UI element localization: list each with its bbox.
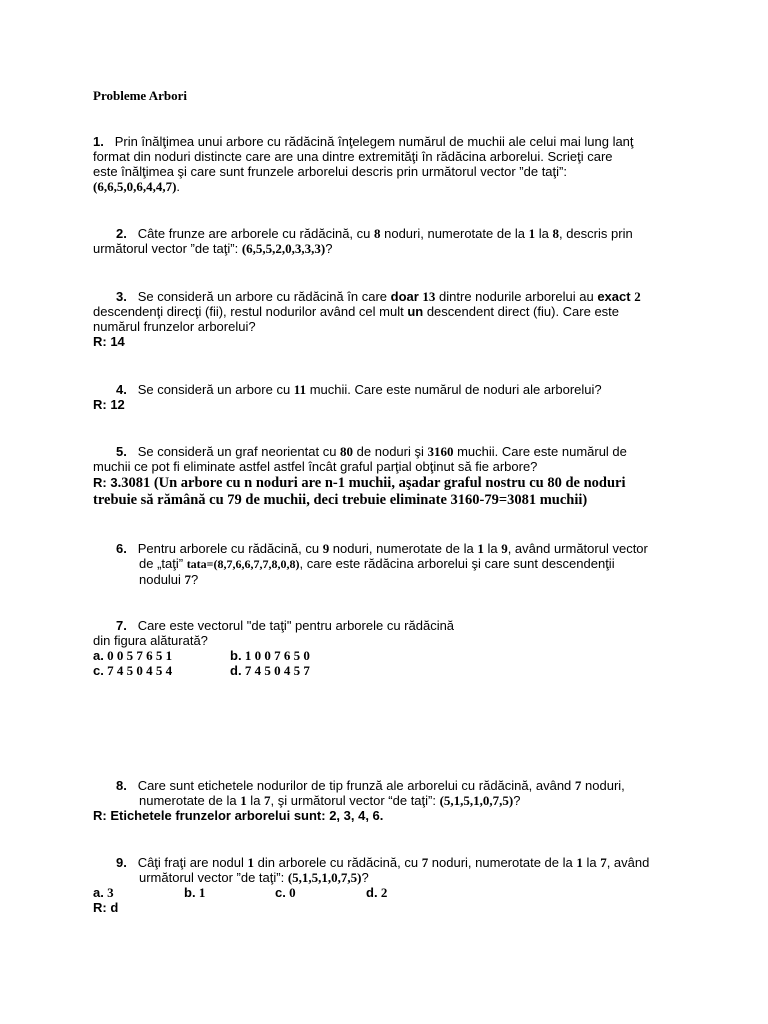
problem-7 xyxy=(93,618,454,678)
problem-text: la xyxy=(246,793,265,808)
number: 8 xyxy=(374,226,381,241)
number: 80 xyxy=(340,444,354,459)
problem-text: următorul vector ”de taţi”: xyxy=(139,870,288,885)
problem-4 xyxy=(93,382,602,412)
problem-text: dintre nodurile arborelui au xyxy=(435,289,598,304)
problem-number: 9. xyxy=(116,855,127,870)
punctuation: ? xyxy=(325,241,333,256)
problem-number: 1. xyxy=(93,134,104,149)
option-a-label: a. xyxy=(93,885,104,900)
number: 8 xyxy=(552,226,559,241)
problem-2 xyxy=(93,226,633,256)
problem-text: următorul vector ”de taţi”: xyxy=(93,241,242,256)
number: 3160 xyxy=(427,444,454,459)
problem-text: muchii ce pot fi eliminate astfel astfel încât graful parţial obţinut să fie arbore? xyxy=(93,459,538,474)
problem-number: 7. xyxy=(116,618,127,633)
option-b-value: 1 xyxy=(195,885,206,900)
number: 7 xyxy=(421,855,429,870)
problem-text: muchii. Care este numărul de xyxy=(453,444,627,459)
punctuation: . xyxy=(176,179,181,194)
answer-prefix: R: 3 xyxy=(93,475,118,490)
problem-5 xyxy=(93,444,627,509)
problem-3 xyxy=(93,289,641,349)
problem-text: de noduri şi xyxy=(353,444,428,459)
parent-vector: tata=(8,7,6,6,7,7,8,0,8) xyxy=(186,557,300,571)
problem-text: numărul frunzelor arborelui? xyxy=(93,319,256,334)
problem-text: , descris prin xyxy=(559,226,633,241)
problem-number: 4. xyxy=(116,382,127,397)
problem-8 xyxy=(93,778,625,823)
option-d-label: d. xyxy=(230,663,242,678)
problem-number: 8. xyxy=(116,778,127,793)
option-b-value: 1 0 0 7 6 5 0 xyxy=(241,648,310,663)
problem-number: 3. xyxy=(116,289,127,304)
page-title: Probleme Arbori xyxy=(93,88,187,103)
number: 1 xyxy=(528,226,536,241)
problem-text: , şi următorul vector “de taţi”: xyxy=(270,793,440,808)
problem-text: din figura alăturată? xyxy=(93,633,208,648)
parent-vector: (5,1,5,1,0,7,5) xyxy=(439,793,514,808)
number: 1 xyxy=(477,541,484,556)
number: 9 xyxy=(322,541,330,556)
problem-text: la xyxy=(483,541,502,556)
option-d-label: d. xyxy=(366,885,378,900)
problem-text: descendent direct (fiu). Care este xyxy=(423,304,620,319)
option-a-value: 3 xyxy=(103,885,114,900)
problem-text: , având următorul vector xyxy=(507,541,648,556)
answer: R: Etichetele frunzelor arborelui sunt: 2, 3, 4, 6. xyxy=(93,808,384,823)
number: 2 xyxy=(634,289,641,304)
problem-number: 6. xyxy=(116,541,127,556)
answer xyxy=(93,474,627,492)
problem-text: Se consideră un graf neorientat cu xyxy=(137,444,341,459)
number: 7 xyxy=(600,855,607,870)
number: 11 xyxy=(293,382,307,397)
number: 7 xyxy=(184,572,192,587)
number: 7 xyxy=(264,793,271,808)
problem-text: , având xyxy=(606,855,650,870)
option-b-label: b. xyxy=(230,648,242,663)
problem-text: la xyxy=(535,226,553,241)
emphasis: exact xyxy=(597,289,631,304)
problem-text: noduri, xyxy=(581,778,625,793)
problem-text: Câţi fraţi are nodul xyxy=(137,855,248,870)
problem-text: numerotate de la xyxy=(139,793,241,808)
number: 1 xyxy=(240,793,247,808)
option-d-value: 7 4 5 0 4 5 7 xyxy=(241,663,310,678)
problem-text: de „taţi” xyxy=(139,556,187,571)
answer-text: trebuie să rămână cu 79 de muchii, deci trebuie eliminate 3160-79=3081 muchii) xyxy=(93,492,588,508)
answer-text: .3081 (Un arbore cu n noduri are n-1 muchii, aşadar graful nostru cu 80 de noduri xyxy=(117,475,626,491)
punctuation: ? xyxy=(361,870,369,885)
answer: R: 12 xyxy=(93,397,125,412)
option-b-label: b. xyxy=(184,885,196,900)
parent-vector: (5,1,5,1,0,7,5) xyxy=(287,870,362,885)
problem-number: 5. xyxy=(116,444,127,459)
problem-text: Care sunt etichetele nodurilor de tip frunză ale arborelui cu rădăcină, având xyxy=(137,778,575,793)
punctuation: ? xyxy=(191,572,199,587)
problem-text: , care este rădăcina arborelui şi care sunt descendenţii xyxy=(299,556,615,571)
problem-1 xyxy=(93,134,634,194)
option-c-value: 7 4 5 0 4 5 4 xyxy=(103,663,173,678)
punctuation: ? xyxy=(513,793,521,808)
number: 1 xyxy=(576,855,583,870)
problem-text: Care este vectorul "de taţi" pentru arborele cu rădăcină xyxy=(137,618,455,633)
problem-6 xyxy=(93,541,648,587)
parent-vector: (6,5,5,2,0,3,3,3) xyxy=(241,241,326,256)
parent-vector: (6,6,5,0,6,4,4,7) xyxy=(93,179,177,194)
problem-text: la xyxy=(582,855,601,870)
number: 13 xyxy=(422,289,436,304)
problem-text: muchii. Care este numărul de noduri ale arborelui? xyxy=(306,382,602,397)
option-a-value: 0 0 5 7 6 5 1 xyxy=(103,648,173,663)
emphasis: doar xyxy=(390,289,419,304)
emphasis: un xyxy=(407,304,424,319)
number: 9 xyxy=(501,541,508,556)
problem-text: din arborele cu rădăcină, cu xyxy=(254,855,422,870)
problem-number: 2. xyxy=(116,226,127,241)
problem-9 xyxy=(93,855,649,915)
option-d-value: 2 xyxy=(377,885,388,900)
problem-text: noduri, numerotate de la xyxy=(428,855,577,870)
problem-text: Pentru arborele cu rădăcină, cu xyxy=(137,541,323,556)
problem-text: Câte frunze are arborele cu rădăcină, cu xyxy=(137,226,374,241)
problem-text: noduri, numerotate de la xyxy=(380,226,529,241)
option-c-label: c. xyxy=(93,663,104,678)
problem-text: descendenţi direcţi (fii), restul nodurilor având cel mult xyxy=(93,304,408,319)
option-a-label: a. xyxy=(93,648,104,663)
answer: R: 14 xyxy=(93,334,125,349)
number: 7 xyxy=(574,778,582,793)
option-c-label: c. xyxy=(275,885,286,900)
problem-text: Se consideră un arbore cu xyxy=(137,382,294,397)
problem-text: nodului xyxy=(139,572,185,587)
problem-text: este înălţimea şi care sunt frunzele arborelui descris prin următorul vector ”de taţi”: xyxy=(93,164,567,179)
problem-text: format din noduri distincte care are una dintre extremităţi în rădăcina arborelui. Scrieţi care xyxy=(93,149,613,164)
problem-text: Prin înălţimea unui arbore cu rădăcină înţelegem numărul de muchii ale celui mai lung lanţ xyxy=(114,134,634,149)
problem-text: noduri, numerotate de la xyxy=(329,541,478,556)
problem-text: Se consideră un arbore cu rădăcină în care xyxy=(137,289,391,304)
number: 1 xyxy=(247,855,255,870)
option-c-value: 0 xyxy=(285,885,296,900)
answer: R: d xyxy=(93,900,119,915)
